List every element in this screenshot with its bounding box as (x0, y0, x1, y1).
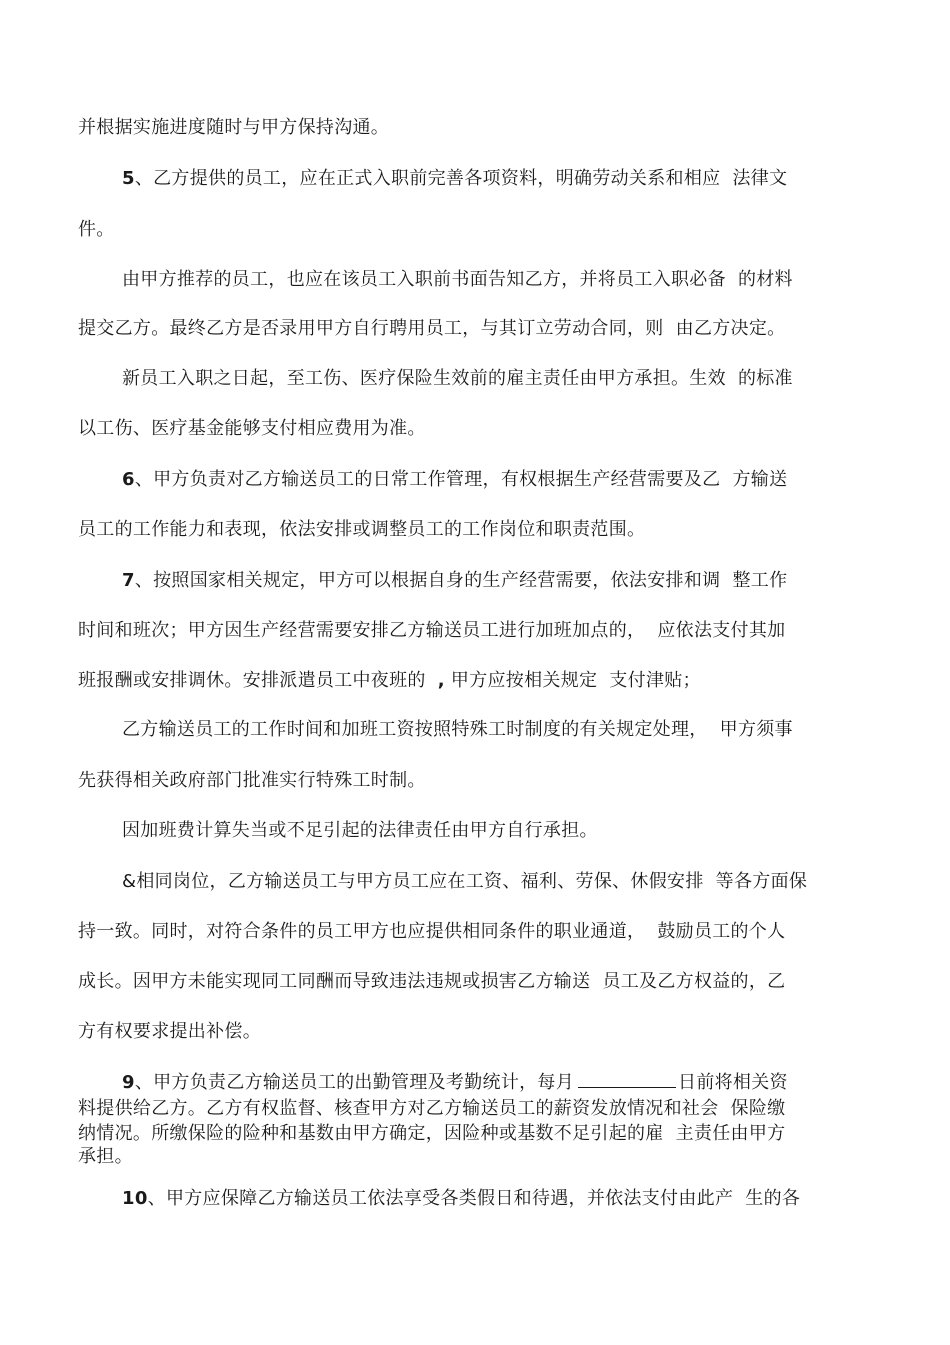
text-line: 承担。 (78, 1146, 133, 1167)
text-line: 班报酬或安排调休。安排派遣员工中夜班的 , 甲方应按相关规定 支付津贴； (78, 670, 701, 691)
clause-8-heading: &相同岗位，乙方输送员工与甲方员工应在工资、福利、劳保、休假安排 等各方面保 (122, 871, 808, 892)
text-line: 方有权要求提出补偿。 (78, 1021, 261, 1042)
text-line: 员工的工作能力和表现，依法安排或调整员工的工作岗位和职责范围。 (78, 519, 646, 540)
text-line: 料提供给乙方。乙方有权监督、核查甲方对乙方输送员工的薪资发放情况和社会 保险缴 (78, 1098, 786, 1119)
text-line: 由甲方推荐的员工，也应在该员工入职前书面告知乙方，并将员工入职必备 的材料 (122, 269, 793, 290)
text-line: 成长。因甲方未能实现同工同酬而导致违法违规或损害乙方输送 员工及乙方权益的，乙 (78, 971, 786, 992)
clause-number: 10 (122, 1188, 148, 1209)
clause-5-heading: 5、乙方提供的员工，应在正式入职前完善各项资料，明确劳动关系和相应 法律文 (122, 168, 788, 189)
text-line: 新员工入职之日起，至工伤、医疗保险生效前的雇主责任由甲方承担。生效 的标准 (122, 368, 793, 389)
clause-9-heading: 9、甲方负责乙方输送员工的出勤管理及考勤统计，每月 日前将相关资 (122, 1072, 788, 1093)
clause-7-heading: 7、按照国家相关规定，甲方可以根据自身的生产经营需要，依法安排和调 整工作 (122, 570, 788, 591)
text-line: 乙方输送员工的工作时间和加班工资按照特殊工时制度的有关规定处理， 甲方须事 (122, 719, 793, 740)
date-blank-field (578, 1071, 676, 1088)
text-line: 提交乙方。最终乙方是否录用甲方自行聘用员工，与其订立劳动合同，则 由乙方决定。 (78, 318, 786, 339)
text-line: 纳情况。所缴保险的险种和基数由甲方确定，因险种或基数不足引起的雇 主责任由甲方 (78, 1123, 786, 1144)
text-line: 件。 (78, 219, 115, 240)
text-line: 时间和班次；甲方因生产经营需要安排乙方输送员工进行加班加点的， 应依法支付其加 (78, 620, 786, 641)
text-line: 以工伤、医疗基金能够支付相应费用为准。 (78, 418, 426, 439)
clause-number: 6 (122, 469, 135, 490)
text-line: 持一致。同时，对符合条件的员工甲方也应提供相同条件的职业通道， 鼓励员工的个人 (78, 921, 786, 942)
clause-6-heading: 6、甲方负责对乙方输送员工的日常工作管理，有权根据生产经营需要及乙 方输送 (122, 469, 788, 490)
clause-number: 9 (122, 1072, 135, 1093)
text-line: 因加班费计算失当或不足引起的法律责任由甲方自行承担。 (122, 820, 598, 841)
clause-number: 7 (122, 570, 135, 591)
clause-10-heading: 10、甲方应保障乙方输送员工依法享受各类假日和待遇，并依法支付由此产 生的各 (122, 1188, 801, 1209)
clause-number: 5 (122, 168, 135, 189)
text-line: 并根据实施进度随时与甲方保持沟通。 (78, 117, 390, 138)
text-line: 先获得相关政府部门批准实行特殊工时制。 (78, 770, 426, 791)
